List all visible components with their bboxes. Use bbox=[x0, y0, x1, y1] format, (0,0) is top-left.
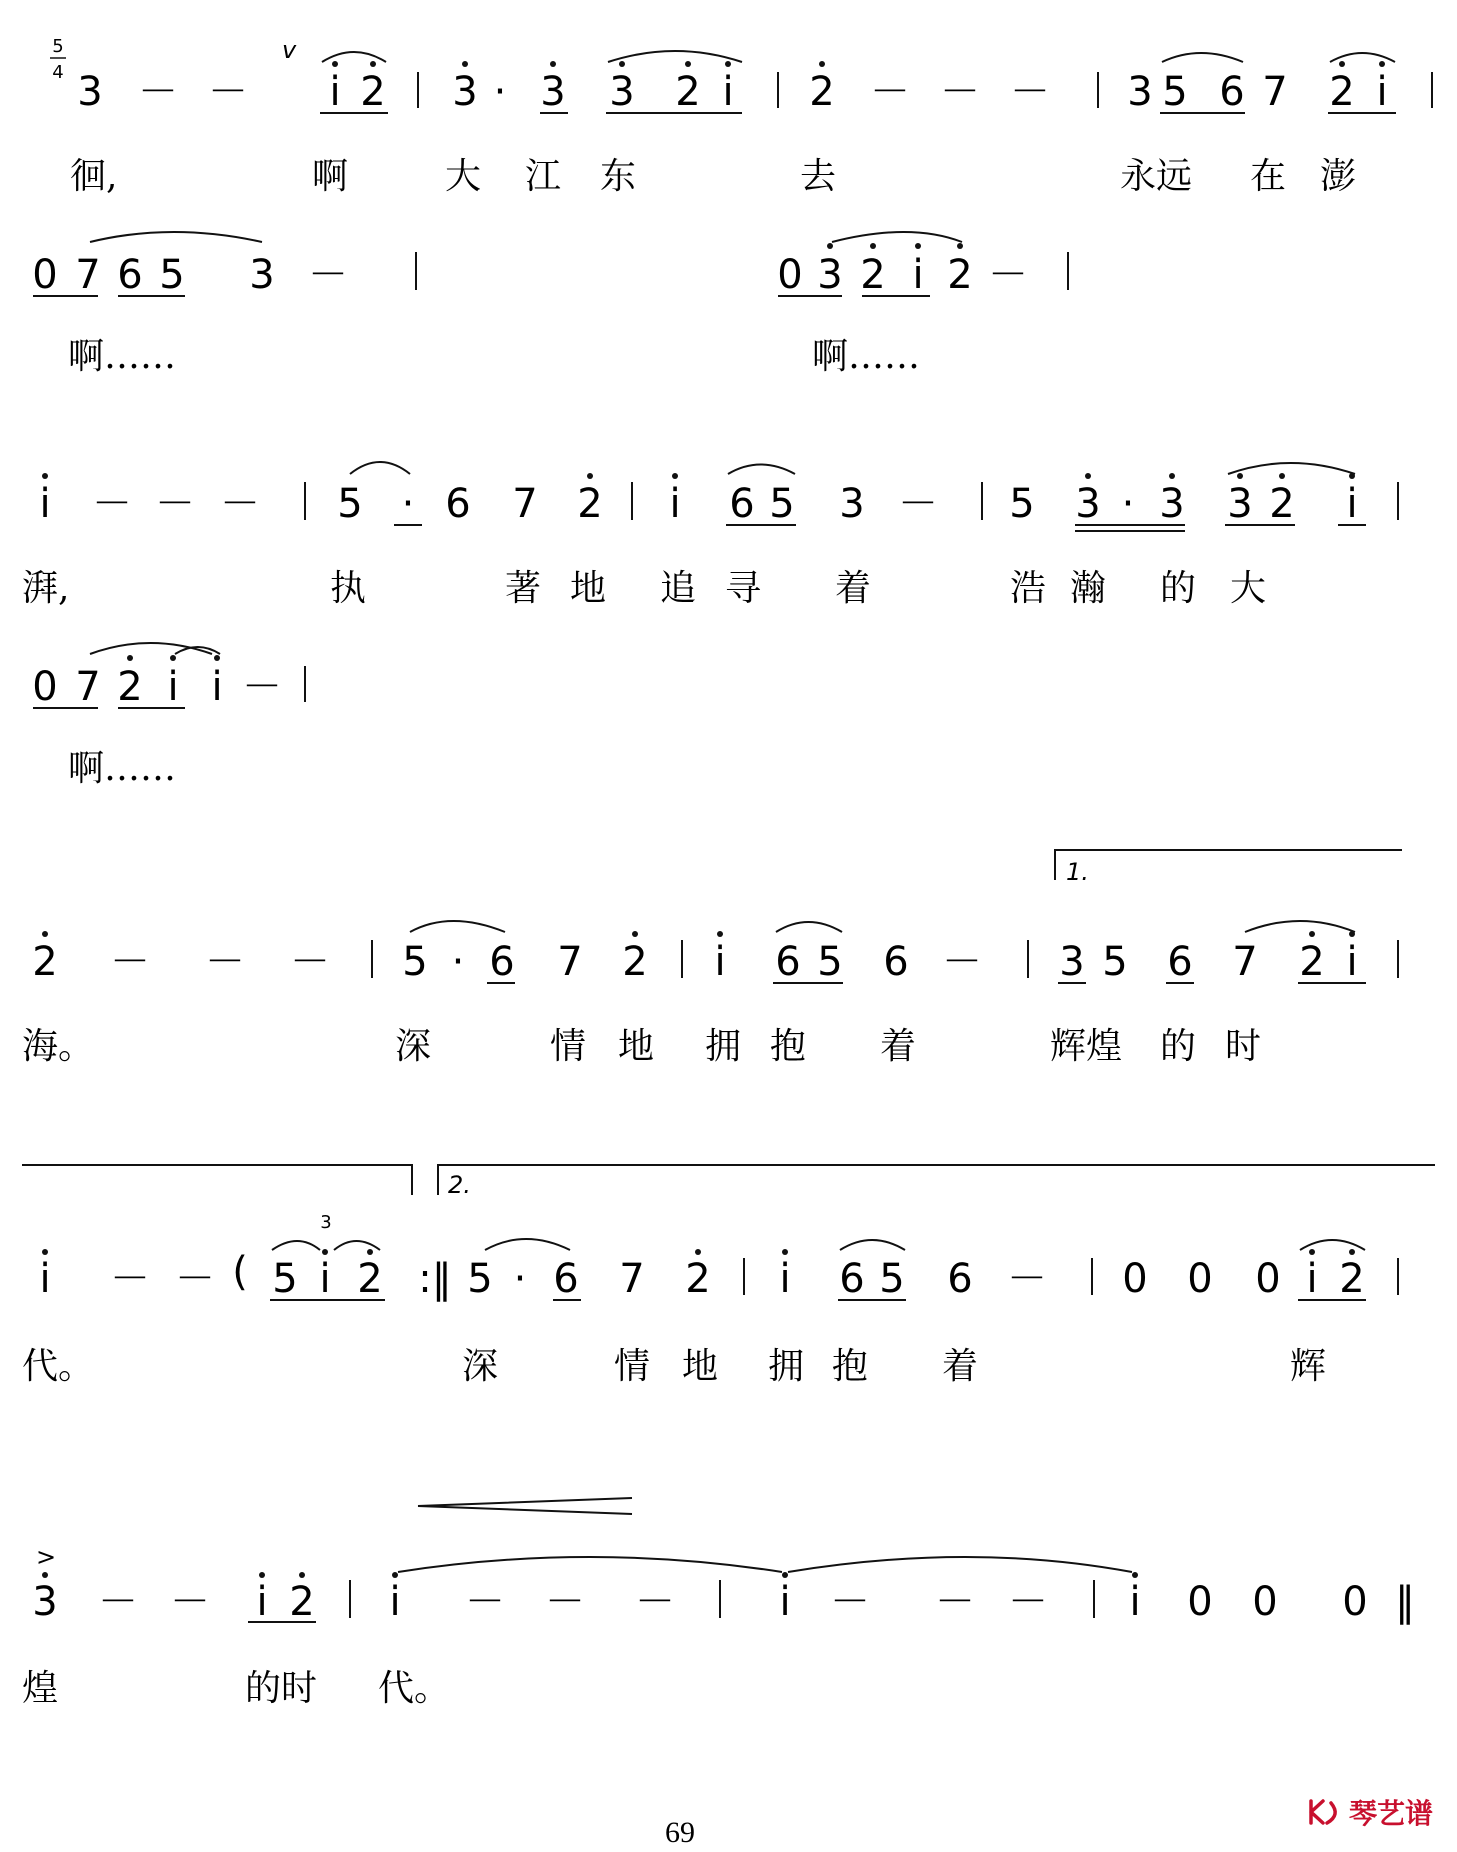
time-signature-numerator: 5 bbox=[52, 36, 64, 57]
lyric: 在 bbox=[1250, 156, 1287, 197]
lyric: 瀚 bbox=[1070, 568, 1107, 609]
lyric: 着 bbox=[942, 1346, 979, 1387]
note: 2 bbox=[577, 481, 603, 527]
lyric: 湃, bbox=[22, 568, 70, 609]
note: · bbox=[401, 481, 415, 527]
lyric: 抱 bbox=[770, 1026, 807, 1067]
note: － bbox=[308, 252, 348, 298]
lyric: 徊, bbox=[70, 156, 118, 197]
note: 0 bbox=[32, 664, 58, 710]
lyric: 去 bbox=[800, 156, 837, 197]
lyric: 拥 bbox=[768, 1346, 805, 1387]
lyric: 的时 bbox=[245, 1668, 318, 1709]
note: 7 bbox=[619, 1256, 645, 1302]
note: i bbox=[329, 69, 341, 115]
note: － bbox=[545, 1579, 585, 1625]
note: － bbox=[830, 1579, 870, 1625]
note: 5 bbox=[337, 481, 363, 527]
note: 5 bbox=[817, 939, 843, 985]
note: i bbox=[779, 1256, 791, 1302]
note: 2 bbox=[685, 1256, 711, 1302]
note: · bbox=[513, 1256, 527, 1302]
note: · bbox=[1121, 481, 1135, 527]
note: － bbox=[110, 1256, 150, 1302]
system-2 bbox=[22, 462, 1398, 789]
lyric: 代。 bbox=[378, 1668, 451, 1709]
note: i bbox=[256, 1579, 268, 1625]
note: 3 bbox=[540, 69, 566, 115]
note: i bbox=[1346, 939, 1358, 985]
note: － bbox=[110, 939, 150, 985]
note: 3 bbox=[1127, 69, 1153, 115]
crescendo-hairpin bbox=[418, 1498, 632, 1514]
note: 5 bbox=[1162, 69, 1188, 115]
note: 2 bbox=[1269, 481, 1295, 527]
lyric: 情 bbox=[550, 1026, 587, 1067]
note: 7 bbox=[75, 252, 101, 298]
note: i bbox=[319, 1256, 331, 1302]
note: 6 bbox=[947, 1256, 973, 1302]
note: 3 bbox=[452, 69, 478, 115]
note: － bbox=[942, 939, 982, 985]
note: 6 bbox=[1167, 939, 1193, 985]
lyric: 浩 bbox=[1010, 568, 1047, 609]
note: 5 bbox=[769, 481, 795, 527]
note: i bbox=[779, 1579, 791, 1625]
note: i bbox=[669, 481, 681, 527]
lyric: 辉煌 bbox=[1050, 1026, 1123, 1067]
note: i bbox=[912, 252, 924, 298]
lyric: 时 bbox=[1225, 1026, 1262, 1067]
lyric: 啊…… bbox=[68, 336, 177, 377]
note: － bbox=[290, 939, 330, 985]
triplet-mark: 3 bbox=[320, 1212, 332, 1233]
note: 6 bbox=[729, 481, 755, 527]
page-number: 69 bbox=[665, 1816, 695, 1849]
lyric: 寻 bbox=[725, 568, 762, 609]
note: · bbox=[493, 69, 507, 115]
note: － bbox=[98, 1579, 138, 1625]
lyric: 抱 bbox=[832, 1346, 869, 1387]
note: － bbox=[465, 1579, 505, 1625]
note: 2 bbox=[675, 69, 701, 115]
note: － bbox=[940, 69, 980, 115]
lyric: 地 bbox=[570, 568, 607, 609]
note: 7 bbox=[1262, 69, 1288, 115]
note: 0 bbox=[1252, 1579, 1278, 1625]
lyric: 啊…… bbox=[812, 336, 921, 377]
note: 3 bbox=[1159, 481, 1185, 527]
note: 3 bbox=[1227, 481, 1253, 527]
note: － bbox=[935, 1579, 975, 1625]
note: 6 bbox=[1219, 69, 1245, 115]
volta-2-label: 2. bbox=[448, 1171, 471, 1199]
note: 2 bbox=[360, 69, 386, 115]
system-3 bbox=[22, 850, 1402, 1067]
lyric: 啊 bbox=[312, 156, 349, 197]
lyric: 拥 bbox=[705, 1026, 742, 1067]
note: 7 bbox=[75, 664, 101, 710]
note: ( bbox=[232, 1249, 248, 1295]
note: 6 bbox=[553, 1256, 579, 1302]
note: 3 bbox=[249, 252, 275, 298]
note: 5 bbox=[272, 1256, 298, 1302]
note: 2 bbox=[32, 939, 58, 985]
note: 2 bbox=[809, 69, 835, 115]
note: － bbox=[1008, 1579, 1048, 1625]
lyric: 大 bbox=[1230, 568, 1267, 609]
lyric: 着 bbox=[835, 568, 872, 609]
lyric: 海。 bbox=[22, 1026, 95, 1067]
note: － bbox=[1010, 69, 1050, 115]
note: i bbox=[211, 664, 223, 710]
breath-mark: v bbox=[282, 36, 297, 64]
note: 2 bbox=[947, 252, 973, 298]
note: 2 bbox=[860, 252, 886, 298]
note: 3 bbox=[609, 69, 635, 115]
note: 0 bbox=[1255, 1256, 1281, 1302]
system-5 bbox=[22, 1498, 1415, 1709]
final-barline: ‖ bbox=[1395, 1579, 1415, 1625]
note: 3 bbox=[1059, 939, 1085, 985]
lyric: 煌 bbox=[22, 1668, 59, 1709]
note: 6 bbox=[839, 1256, 865, 1302]
note: － bbox=[1007, 1256, 1047, 1302]
lyric: 深 bbox=[462, 1346, 499, 1387]
note: i bbox=[714, 939, 726, 985]
repeat-end-barline: :‖ bbox=[418, 1256, 452, 1302]
lyric: 永远 bbox=[1120, 156, 1193, 197]
note: 2 bbox=[117, 664, 143, 710]
note: － bbox=[220, 481, 260, 527]
note: i bbox=[39, 1256, 51, 1302]
note: 5 bbox=[879, 1256, 905, 1302]
note: － bbox=[242, 664, 282, 710]
lyric: 着 bbox=[880, 1026, 917, 1067]
watermark-logo bbox=[1307, 1792, 1433, 1832]
note: 6 bbox=[445, 481, 471, 527]
note: － bbox=[92, 481, 132, 527]
note: 5 bbox=[402, 939, 428, 985]
lyric: 深 bbox=[395, 1026, 432, 1067]
note: 3 bbox=[817, 252, 843, 298]
lyric: 执 bbox=[330, 568, 367, 609]
note: － bbox=[175, 1256, 215, 1302]
note: － bbox=[155, 481, 195, 527]
lyric: 著 bbox=[505, 568, 542, 609]
note: － bbox=[208, 69, 248, 115]
lyric: 的 bbox=[1160, 1026, 1197, 1067]
note: 5 bbox=[159, 252, 185, 298]
note: － bbox=[870, 69, 910, 115]
note: － bbox=[635, 1579, 675, 1625]
note: i bbox=[1306, 1256, 1318, 1302]
accent-mark: > bbox=[36, 1543, 57, 1571]
note: i bbox=[39, 481, 51, 527]
note: 2 bbox=[622, 939, 648, 985]
lyric: 情 bbox=[614, 1346, 651, 1387]
note: 2 bbox=[1329, 69, 1355, 115]
note: 0 bbox=[1122, 1256, 1148, 1302]
lyric: 地 bbox=[618, 1026, 655, 1067]
note: 3 bbox=[32, 1579, 58, 1625]
note: i bbox=[167, 664, 179, 710]
note: 0 bbox=[777, 252, 803, 298]
note: 3 bbox=[1075, 481, 1101, 527]
note: i bbox=[1376, 69, 1388, 115]
note: 0 bbox=[1187, 1256, 1213, 1302]
note: 5 bbox=[1102, 939, 1128, 985]
lyric: 辉 bbox=[1290, 1346, 1327, 1387]
note: 2 bbox=[1339, 1256, 1365, 1302]
note: － bbox=[170, 1579, 210, 1625]
volta-1-label: 1. bbox=[1066, 858, 1089, 886]
watermark-text: 琴艺谱 bbox=[1348, 1797, 1433, 1830]
note: 6 bbox=[775, 939, 801, 985]
note: 7 bbox=[557, 939, 583, 985]
lyric: 澎 bbox=[1320, 156, 1357, 197]
note: － bbox=[205, 939, 245, 985]
logo-icon bbox=[1307, 1797, 1343, 1827]
note: 0 bbox=[32, 252, 58, 298]
lyric: 代。 bbox=[22, 1346, 95, 1387]
lyric: 啊…… bbox=[68, 748, 177, 789]
lyric: 江 bbox=[525, 156, 562, 197]
note: 2 bbox=[1299, 939, 1325, 985]
time-signature-denominator: 4 bbox=[52, 62, 64, 83]
lyric: 地 bbox=[682, 1346, 719, 1387]
note: 0 bbox=[1342, 1579, 1368, 1625]
note: i bbox=[389, 1579, 401, 1625]
note: 0 bbox=[1187, 1579, 1213, 1625]
note: i bbox=[1129, 1579, 1141, 1625]
note: i bbox=[722, 69, 734, 115]
note: 2 bbox=[357, 1256, 383, 1302]
note: 5 bbox=[467, 1256, 493, 1302]
note: 2 bbox=[289, 1579, 315, 1625]
lyric: 东 bbox=[600, 156, 637, 197]
note: － bbox=[988, 252, 1028, 298]
lyric: 大 bbox=[445, 156, 482, 197]
system-1 bbox=[32, 36, 1432, 377]
note: i bbox=[1346, 481, 1358, 527]
note: 7 bbox=[1232, 939, 1258, 985]
note: 6 bbox=[117, 252, 143, 298]
note: － bbox=[138, 69, 178, 115]
note: 6 bbox=[883, 939, 909, 985]
note: 3 bbox=[77, 69, 103, 115]
lyric: 追 bbox=[660, 568, 697, 609]
note: · bbox=[451, 939, 465, 985]
note: 5 bbox=[1009, 481, 1035, 527]
lyric: 的 bbox=[1160, 568, 1197, 609]
note: 3 bbox=[839, 481, 865, 527]
note: 7 bbox=[512, 481, 538, 527]
system-4 bbox=[22, 1165, 1435, 1387]
note: － bbox=[898, 481, 938, 527]
note: 6 bbox=[489, 939, 515, 985]
